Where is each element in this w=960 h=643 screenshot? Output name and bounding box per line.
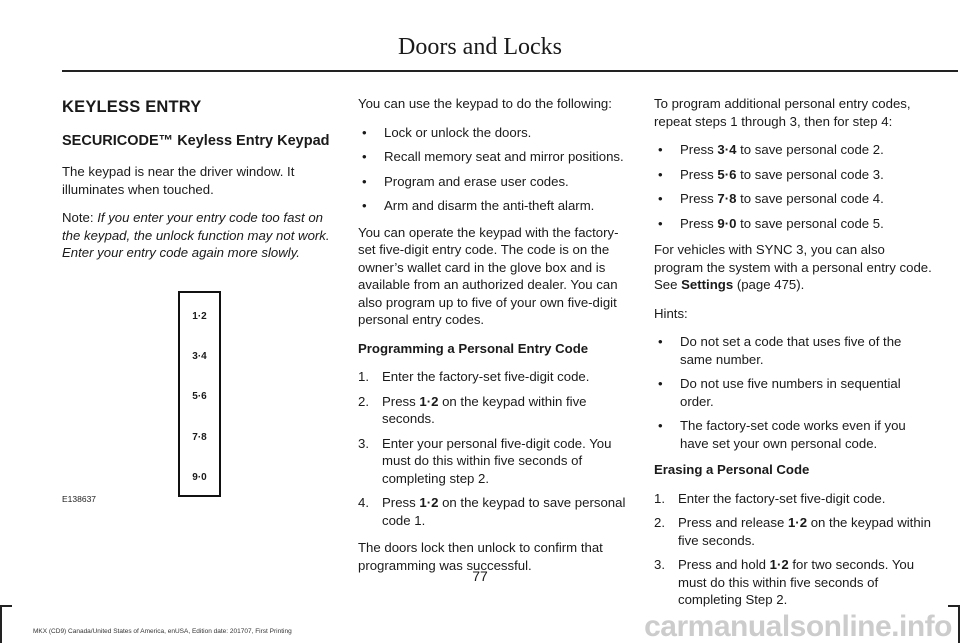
list-text: to save personal code 5.	[736, 215, 884, 231]
step-item	[358, 435, 634, 488]
list-text: Press	[680, 191, 718, 206]
step-text: for two seconds. You must do this within five seconds of completing Step 2.	[678, 557, 915, 607]
step-text: on the keypad to save personal code 1.	[382, 495, 626, 528]
step-text: Enter the factory-set five-digit code.	[678, 490, 886, 506]
keypad-uses-intro: You can use the keypad to do the following:	[358, 96, 612, 111]
step-text: Enter your personal five-digit code. You must do this within five seconds of completing step 2.	[382, 435, 612, 486]
keypad-key-7-8: 7·8	[192, 432, 207, 443]
list-item	[654, 215, 934, 233]
keypad-key-3-4: 3·4	[192, 351, 207, 362]
keypad-uses-list	[358, 124, 634, 215]
sync-text: (page 475).	[733, 277, 805, 292]
page-number: 77	[472, 568, 488, 584]
list-item	[654, 141, 934, 159]
key-reference: 1·2	[769, 557, 789, 572]
key-reference: 3·4	[717, 142, 737, 157]
step-number: 3.	[358, 435, 369, 451]
note-paragraph	[62, 209, 338, 262]
step-number: 2.	[654, 515, 665, 530]
step-item	[358, 368, 634, 386]
factory-code-paragraph: You can operate the keypad with the factory-set five-digit entry code. The code is on the owner’s wallet card in the glove box and is available from an authorized dealer. You can also program up to five of your own five-digit personal entry codes.	[358, 224, 619, 327]
list-item: • Recall memory seat and mirror positions.	[358, 148, 634, 166]
step-number: 4.	[358, 495, 369, 510]
footer-edition: MKX (CD9) Canada/United States of America, enUSA, Edition date: 201707, First Printing	[33, 628, 292, 635]
key-reference: 1·2	[787, 515, 808, 530]
list-text: Press	[680, 142, 718, 157]
programming-steps	[358, 368, 634, 529]
list-text: to save personal code 3.	[736, 166, 884, 182]
step-item	[358, 393, 634, 428]
list-item: • Arm and disarm the anti-theft alarm.	[358, 197, 634, 215]
step-number: 2.	[358, 393, 369, 409]
step-text: Press and release	[678, 515, 788, 530]
step-text: on the keypad within five seconds.	[382, 393, 587, 426]
additional-codes-list	[654, 141, 934, 232]
step-item	[358, 494, 634, 529]
chapter-title: Doors and Locks	[398, 34, 562, 60]
settings-link[interactable]: Settings	[681, 277, 734, 292]
erasing-heading: Erasing a Personal Code	[654, 462, 810, 477]
step-text: on the keypad within five seconds.	[678, 515, 931, 548]
note-label: Note:	[62, 210, 94, 225]
crop-mark-left	[0, 605, 12, 643]
programming-heading: Programming a Personal Entry Code	[358, 340, 589, 356]
note-text: If you enter your entry code too fast on the keypad, the unlock function may not work. Enter your entry code again more slowly.	[62, 210, 330, 260]
list-text: Press	[680, 215, 718, 231]
list-item: • Do not set a code that uses five of the same number.	[654, 333, 934, 368]
intro-paragraph: The keypad is near the driver window. It illuminates when touched.	[62, 164, 295, 197]
sync-paragraph	[654, 241, 934, 294]
keypad-illustration	[178, 291, 221, 497]
additional-codes-intro: To program additional personal entry codes, repeat steps 1 through 3, then for step 4:	[654, 96, 911, 129]
header-divider	[62, 70, 958, 72]
key-reference: 1·2	[419, 393, 439, 409]
watermark: carmanualsonline.info	[644, 610, 952, 643]
sync-text: For vehicles with SYNC 3, you can also program the system with a personal entry code. See	[654, 242, 932, 292]
hints-label: Hints:	[654, 305, 688, 321]
list-item: • Lock or unlock the doors.	[358, 124, 634, 142]
key-reference: 5·6	[717, 166, 737, 182]
step-number: 3.	[654, 557, 665, 572]
keypad-key-9-0: 9·0	[192, 472, 207, 483]
step-item	[654, 490, 934, 508]
keypad-key-1-2: 1·2	[192, 311, 207, 322]
list-item	[654, 190, 934, 208]
key-reference: 7·8	[717, 191, 737, 206]
list-item: • Program and erase user codes.	[358, 173, 634, 191]
key-reference: 9·0	[717, 215, 737, 231]
figure-id: E138637	[62, 494, 97, 504]
subsection-heading: SECURICODE™ Keyless Entry Keypad	[62, 132, 330, 149]
list-item: • Do not use five numbers in sequential order.	[654, 375, 934, 410]
section-heading: KEYLESS ENTRY	[62, 98, 202, 116]
list-item: • The factory-set code works even if you have set your own personal code.	[654, 417, 934, 452]
confirmation-paragraph: The doors lock then unlock to confirm that programming was successful.	[358, 540, 603, 573]
list-text: to save personal code 4.	[736, 191, 884, 206]
step-number: 1.	[654, 490, 665, 506]
column-middle	[358, 95, 634, 585]
step-number: 1.	[358, 369, 369, 384]
column-right	[654, 95, 934, 619]
list-text: Press	[680, 166, 718, 182]
key-reference: 1·2	[419, 495, 439, 510]
erasing-steps	[654, 490, 934, 609]
keypad-key-5-6: 5·6	[192, 391, 207, 402]
hints-list	[654, 333, 934, 452]
list-item	[654, 166, 934, 184]
column-left	[62, 95, 338, 273]
list-text: to save personal code 2.	[736, 142, 884, 157]
step-text: Press	[382, 495, 420, 510]
step-text: Press	[382, 393, 420, 409]
step-text: Press and hold	[678, 557, 770, 572]
step-text: Enter the factory-set five-digit code.	[382, 369, 590, 384]
step-item	[654, 514, 934, 549]
